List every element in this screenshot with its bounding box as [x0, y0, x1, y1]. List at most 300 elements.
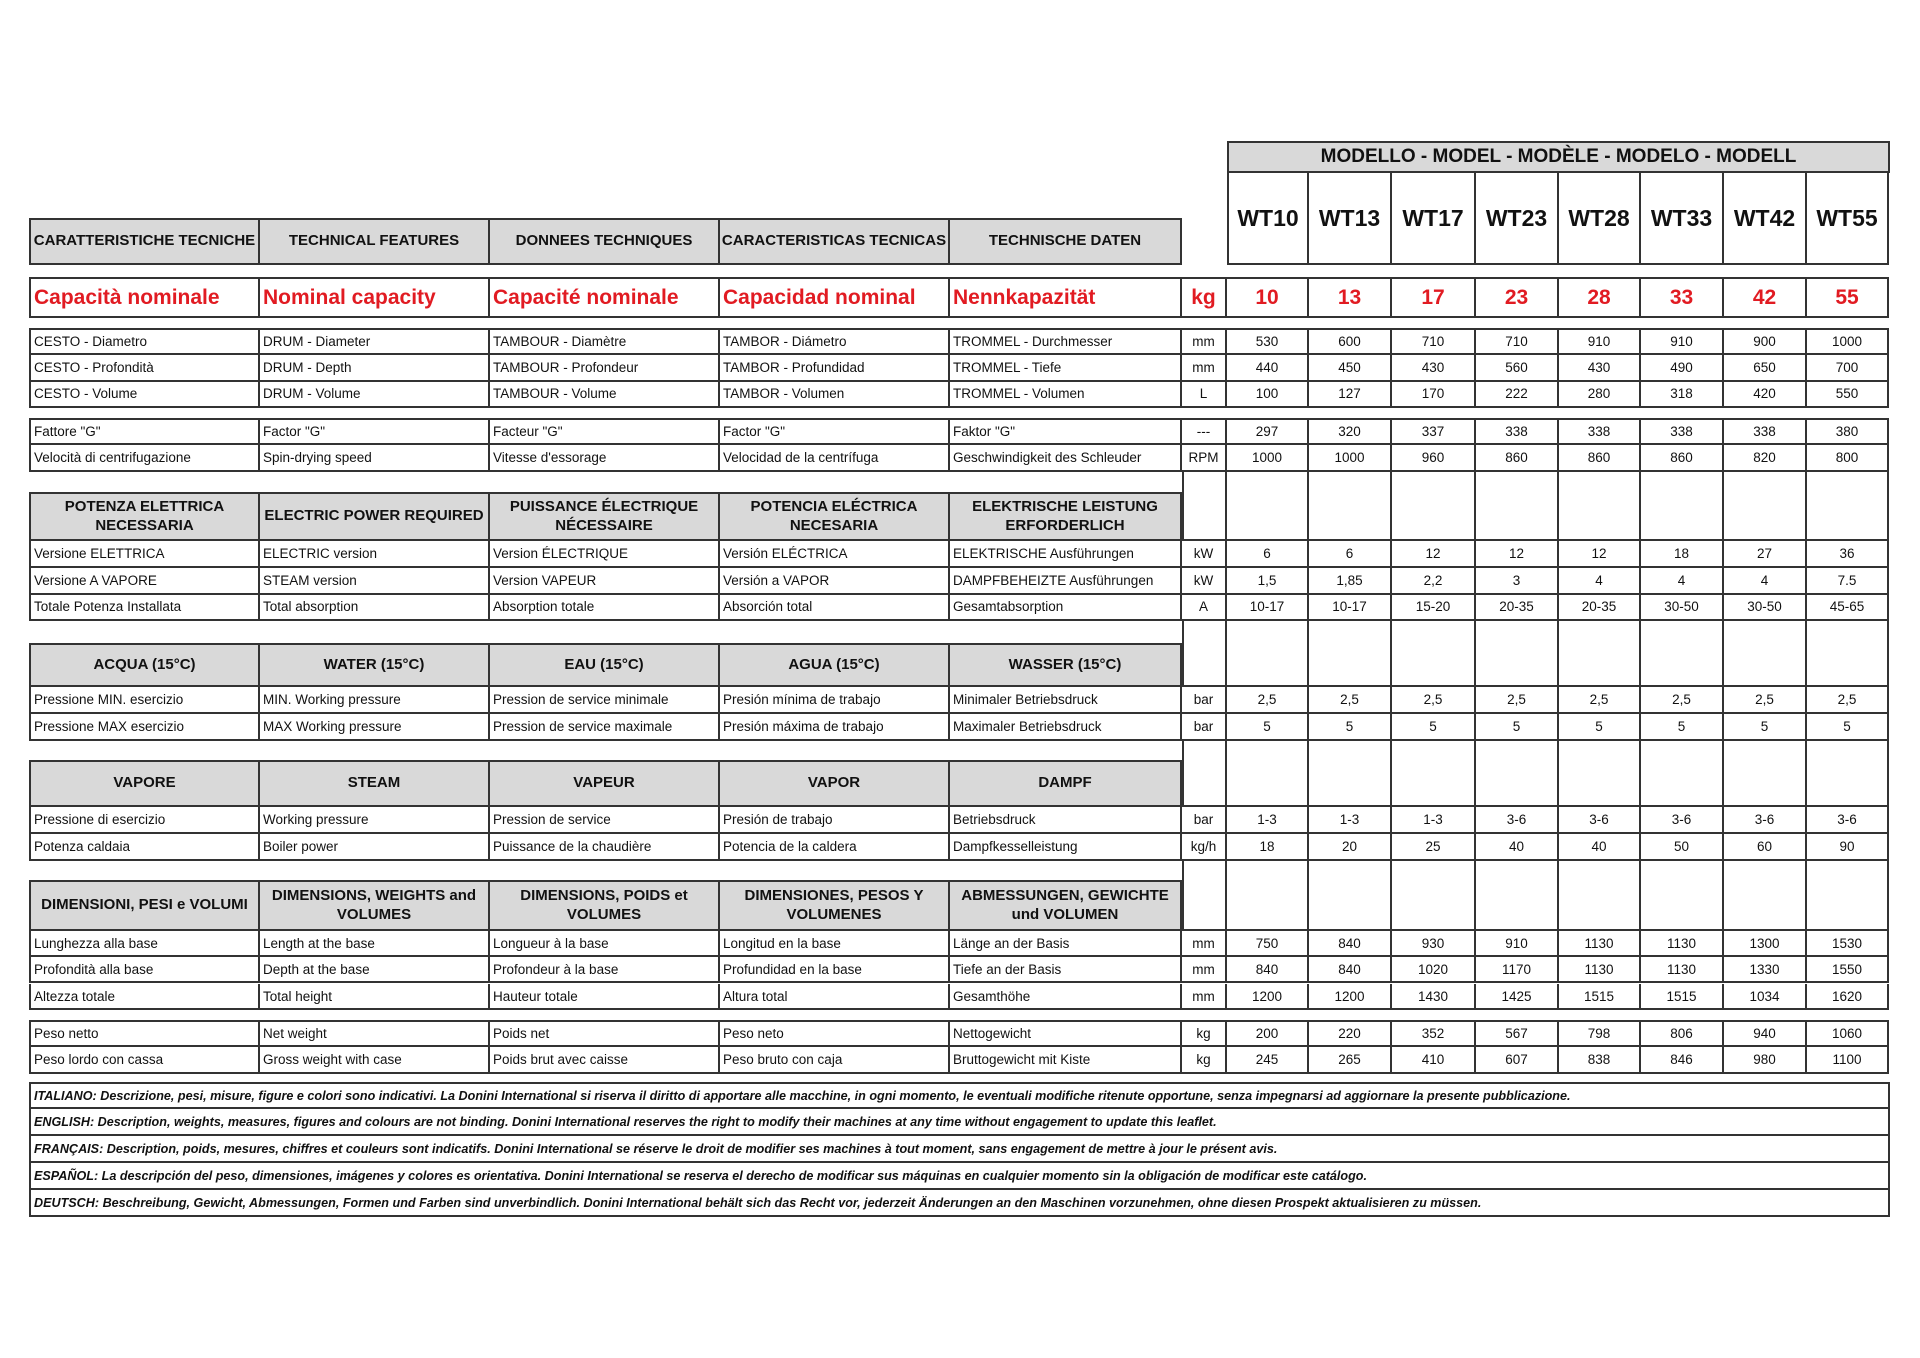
label-cell: DRUM - Volume — [260, 381, 490, 408]
label-cell: Fattore "G" — [29, 418, 260, 445]
disclaimer-line: DEUTSCH: Beschreibung, Gewicht, Abmessungen, Formen und Farben sind unverbindlich. Donini International behält sich das Recht vor, jederzeit Änderungen an den Maschinen vorzunehmen, ohne diesen Prospekt aktualisieren zu müssen. — [29, 1190, 1890, 1217]
value-cell: 1620 — [1807, 984, 1889, 1010]
value-cell: 420 — [1724, 381, 1807, 408]
header-cell: AGUA (15°C) — [720, 643, 950, 687]
label-cell: TROMMEL - Durchmesser — [950, 328, 1182, 355]
label-cell: Versión ELÉCTRICA — [720, 541, 950, 568]
value-cell: 338 — [1476, 418, 1559, 445]
value-cell: 710 — [1392, 328, 1476, 355]
value-cell: 430 — [1559, 355, 1641, 382]
table-row — [29, 687, 1890, 714]
value-cell: 12 — [1392, 541, 1476, 568]
disclaimer-line: FRANÇAIS: Description, poids, mesures, chiffres et couleurs sont indicatifs. Donini International se réserve le droit de modifier ses machines à tout moment, sans engagement de mettre à jour le présent avis. — [29, 1136, 1890, 1163]
value-cell: 20-35 — [1559, 594, 1641, 621]
label-cell: Peso bruto con caja — [720, 1047, 950, 1074]
value-cell: 1170 — [1476, 957, 1559, 983]
value-cell: 1515 — [1559, 984, 1641, 1010]
header-cell: DIMENSIONS, POIDS et VOLUMES — [490, 880, 720, 931]
blank-cell — [1476, 861, 1559, 931]
label-cell: Capacité nominale — [490, 277, 720, 318]
value-cell: 750 — [1227, 931, 1309, 957]
value-cell: 200 — [1227, 1020, 1309, 1047]
value-cell: 10 — [1227, 277, 1309, 318]
blank-cell — [1724, 471, 1807, 541]
value-cell: 840 — [1227, 957, 1309, 983]
unit-cell: kW — [1182, 568, 1227, 595]
value-cell: 338 — [1641, 418, 1724, 445]
header-cell: ELEKTRISCHE LEISTUNG ERFORDERLICH — [950, 492, 1182, 541]
value-cell: 28 — [1559, 277, 1641, 318]
label-cell: Vitesse d'essorage — [490, 445, 720, 472]
value-cell: 1000 — [1309, 445, 1392, 472]
label-cell: Velocità di centrifugazione — [29, 445, 260, 472]
value-cell: 2,5 — [1559, 687, 1641, 714]
table-row — [29, 834, 1890, 861]
value-cell: 13 — [1309, 277, 1392, 318]
value-cell: 567 — [1476, 1020, 1559, 1047]
unit-cell: --- — [1182, 418, 1227, 445]
label-cell: TROMMEL - Volumen — [950, 381, 1182, 408]
value-cell: 50 — [1641, 834, 1724, 861]
model-wt13: WT13 — [1309, 173, 1392, 265]
label-cell: Potencia de la caldera — [720, 834, 950, 861]
value-cell: 90 — [1807, 834, 1889, 861]
label-cell: STEAM version — [260, 568, 490, 595]
blank-cell — [1559, 861, 1641, 931]
value-cell: 560 — [1476, 355, 1559, 382]
label-cell: Version VAPEUR — [490, 568, 720, 595]
label-cell: MAX Working pressure — [260, 714, 490, 741]
label-cell: ELECTRIC version — [260, 541, 490, 568]
value-cell: 3 — [1476, 568, 1559, 595]
blank-cell — [1641, 741, 1724, 807]
value-cell: 4 — [1724, 568, 1807, 595]
value-cell: 650 — [1724, 355, 1807, 382]
blank-cell — [1724, 861, 1807, 931]
label-cell: Presión máxima de trabajo — [720, 714, 950, 741]
value-cell: 1000 — [1227, 445, 1309, 472]
label-cell: DRUM - Diameter — [260, 328, 490, 355]
model-wt17: WT17 — [1392, 173, 1476, 265]
value-cell: 820 — [1724, 445, 1807, 472]
value-cell: 2,5 — [1641, 687, 1724, 714]
model-header: MODELLO - MODEL - MODÈLE - MODELO - MODELL — [1227, 141, 1890, 173]
blank-cell — [1182, 861, 1227, 931]
unit-cell: kg — [1182, 1047, 1227, 1074]
table-row — [29, 541, 1890, 568]
blank-cell — [1807, 471, 1889, 541]
blank-cell — [1641, 471, 1724, 541]
label-cell: Spin-drying speed — [260, 445, 490, 472]
value-cell: 5 — [1807, 714, 1889, 741]
label-cell: Pression de service maximale — [490, 714, 720, 741]
value-cell: 25 — [1392, 834, 1476, 861]
value-cell: 1130 — [1641, 957, 1724, 983]
header-cell: WATER (15°C) — [260, 643, 490, 687]
value-cell: 3-6 — [1476, 807, 1559, 834]
value-cell: 40 — [1476, 834, 1559, 861]
label-cell: Facteur "G" — [490, 418, 720, 445]
value-cell: 100 — [1227, 381, 1309, 408]
model-wt55: WT55 — [1807, 173, 1889, 265]
header-cell: ABMESSUNGEN, GEWICHTE und VOLUMEN — [950, 880, 1182, 931]
value-cell: 3-6 — [1807, 807, 1889, 834]
label-cell: Maximaler Betriebsdruck — [950, 714, 1182, 741]
table-row — [29, 568, 1890, 595]
unit-cell: kg — [1182, 1020, 1227, 1047]
label-cell: Betriebsdruck — [950, 807, 1182, 834]
value-cell: 960 — [1392, 445, 1476, 472]
blank-cell — [1559, 471, 1641, 541]
label-cell: Boiler power — [260, 834, 490, 861]
value-cell: 1530 — [1807, 931, 1889, 957]
value-cell: 380 — [1807, 418, 1889, 445]
value-cell: 450 — [1309, 355, 1392, 382]
label-cell: Poids net — [490, 1020, 720, 1047]
value-cell: 318 — [1641, 381, 1724, 408]
label-cell: Potenza caldaia — [29, 834, 260, 861]
label-cell: Profondeur à la base — [490, 957, 720, 983]
value-cell: 297 — [1227, 418, 1309, 445]
table-row — [29, 1020, 1890, 1047]
disclaimer-line: ITALIANO: Descrizione, pesi, misure, figure e colori sono indicativi. La Donini International si riserva il diritto di apportare alle macchine, in ogni momento, le eventuali modifiche ritenute opportune, senza impegnarsi ad aggiornare la presente pubblicazione. — [29, 1082, 1890, 1109]
label-cell: CESTO - Volume — [29, 381, 260, 408]
value-cell: 30-50 — [1724, 594, 1807, 621]
value-cell: 352 — [1392, 1020, 1476, 1047]
model-wt33: WT33 — [1641, 173, 1724, 265]
value-cell: 600 — [1309, 328, 1392, 355]
value-cell: 530 — [1227, 328, 1309, 355]
label-cell: Net weight — [260, 1020, 490, 1047]
blank-cell — [1807, 861, 1889, 931]
unit-cell: RPM — [1182, 445, 1227, 472]
blank-cell — [1807, 741, 1889, 807]
value-cell: 320 — [1309, 418, 1392, 445]
unit-cell: kW — [1182, 541, 1227, 568]
label-cell: Velocidad de la centrífuga — [720, 445, 950, 472]
table-row — [29, 1047, 1890, 1074]
blank-cell — [1476, 471, 1559, 541]
value-cell: 5 — [1641, 714, 1724, 741]
value-cell: 30-50 — [1641, 594, 1724, 621]
blank-cell — [1227, 861, 1309, 931]
label-cell: Capacità nominale — [29, 277, 260, 318]
value-cell: 45-65 — [1807, 594, 1889, 621]
blank-cell — [1641, 621, 1724, 687]
label-cell: Faktor "G" — [950, 418, 1182, 445]
value-cell: 2,5 — [1724, 687, 1807, 714]
label-cell: Nettogewicht — [950, 1020, 1182, 1047]
blank-cell — [1559, 741, 1641, 807]
label-cell: Geschwindigkeit des Schleuder — [950, 445, 1182, 472]
header-blank-cells — [1182, 621, 1889, 687]
value-cell: 1-3 — [1227, 807, 1309, 834]
label-cell: Versione ELETTRICA — [29, 541, 260, 568]
value-cell: 220 — [1309, 1020, 1392, 1047]
blank-cell — [1559, 621, 1641, 687]
label-cell: Length at the base — [260, 931, 490, 957]
value-cell: 170 — [1392, 381, 1476, 408]
value-cell: 910 — [1641, 328, 1724, 355]
value-cell: 33 — [1641, 277, 1724, 318]
value-cell: 1-3 — [1392, 807, 1476, 834]
blank-cell — [1227, 741, 1309, 807]
value-cell: 338 — [1724, 418, 1807, 445]
value-cell: 1100 — [1807, 1047, 1889, 1074]
value-cell: 6 — [1227, 541, 1309, 568]
unit-cell: bar — [1182, 714, 1227, 741]
label-cell: TROMMEL - Tiefe — [950, 355, 1182, 382]
value-cell: 860 — [1476, 445, 1559, 472]
table-row — [29, 714, 1890, 741]
table-row — [29, 381, 1890, 408]
value-cell: 265 — [1309, 1047, 1392, 1074]
value-cell: 860 — [1641, 445, 1724, 472]
unit-cell: mm — [1182, 984, 1227, 1010]
label-cell: Factor "G" — [260, 418, 490, 445]
value-cell: 1550 — [1807, 957, 1889, 983]
value-cell: 910 — [1559, 328, 1641, 355]
label-cell: TAMBOUR - Diamètre — [490, 328, 720, 355]
value-cell: 280 — [1559, 381, 1641, 408]
value-cell: 5 — [1476, 714, 1559, 741]
label-cell: DAMPFBEHEIZTE Ausführungen — [950, 568, 1182, 595]
label-cell: Versión a VAPOR — [720, 568, 950, 595]
label-cell: TAMBOUR - Profondeur — [490, 355, 720, 382]
header-cell: ELECTRIC POWER REQUIRED — [260, 492, 490, 541]
value-cell: 3-6 — [1641, 807, 1724, 834]
header-cell: DAMPF — [950, 760, 1182, 807]
unit-cell: kg — [1182, 277, 1227, 318]
table-row — [29, 445, 1890, 472]
blank-cell — [1309, 741, 1392, 807]
unit-cell: mm — [1182, 957, 1227, 983]
label-cell: TAMBOUR - Volume — [490, 381, 720, 408]
header-cell: EAU (15°C) — [490, 643, 720, 687]
blank-cell — [1807, 621, 1889, 687]
value-cell: 20 — [1309, 834, 1392, 861]
header-blank-cells — [1182, 861, 1889, 931]
blank-cell — [1392, 471, 1476, 541]
blank-cell — [1476, 621, 1559, 687]
blank-cell — [1227, 621, 1309, 687]
value-cell: 3-6 — [1559, 807, 1641, 834]
header-cell: PUISSANCE ÉLECTRIQUE NÉCESSAIRE — [490, 492, 720, 541]
header-cell: ACQUA (15°C) — [29, 643, 260, 687]
value-cell: 2,5 — [1392, 687, 1476, 714]
value-cell: 860 — [1559, 445, 1641, 472]
table-row — [29, 355, 1890, 382]
blank-cell — [1724, 741, 1807, 807]
value-cell: 5 — [1392, 714, 1476, 741]
disclaimer-line: ENGLISH: Description, weights, measures, figures and colours are not binding. Donini International reserves the right to modify their machines at any time without engagement to update this leaflet. — [29, 1109, 1890, 1136]
unit-cell: mm — [1182, 328, 1227, 355]
header-blank-cells — [1182, 471, 1889, 541]
value-cell: 2,2 — [1392, 568, 1476, 595]
value-cell: 5 — [1724, 714, 1807, 741]
unit-cell: L — [1182, 381, 1227, 408]
blank-cell — [1641, 861, 1724, 931]
value-cell: 490 — [1641, 355, 1724, 382]
header-cell: VAPOR — [720, 760, 950, 807]
label-cell: Working pressure — [260, 807, 490, 834]
blank-cell — [1182, 621, 1227, 687]
table-row — [29, 594, 1890, 621]
label-cell: Gesamtabsorption — [950, 594, 1182, 621]
value-cell: 1000 — [1807, 328, 1889, 355]
value-cell: 940 — [1724, 1020, 1807, 1047]
label-cell: Poids brut avec caisse — [490, 1047, 720, 1074]
value-cell: 1200 — [1227, 984, 1309, 1010]
value-cell: 806 — [1641, 1020, 1724, 1047]
value-cell: 337 — [1392, 418, 1476, 445]
label-cell: Nominal capacity — [260, 277, 490, 318]
label-cell: TAMBOR - Volumen — [720, 381, 950, 408]
blank-cell — [1309, 471, 1392, 541]
blank-cell — [1476, 741, 1559, 807]
header-cell: TECHNISCHE DATEN — [950, 218, 1182, 265]
unit-cell: bar — [1182, 807, 1227, 834]
table-row — [29, 328, 1890, 355]
label-cell: Pressione MAX esercizio — [29, 714, 260, 741]
header-cell: WASSER (15°C) — [950, 643, 1182, 687]
label-cell: CESTO - Profondità — [29, 355, 260, 382]
blank-cell — [1724, 621, 1807, 687]
value-cell: 2,5 — [1309, 687, 1392, 714]
table-row — [29, 957, 1890, 983]
label-cell: Gross weight with case — [260, 1047, 490, 1074]
label-cell: Altezza totale — [29, 984, 260, 1010]
value-cell: 700 — [1807, 355, 1889, 382]
value-cell: 3-6 — [1724, 807, 1807, 834]
value-cell: 1130 — [1559, 931, 1641, 957]
value-cell: 1060 — [1807, 1020, 1889, 1047]
label-cell: MIN. Working pressure — [260, 687, 490, 714]
header-cell: DIMENSIONI, PESI e VOLUMI — [29, 880, 260, 931]
table-row — [29, 807, 1890, 834]
label-cell: Bruttogewicht mit Kiste — [950, 1047, 1182, 1074]
value-cell: 338 — [1559, 418, 1641, 445]
value-cell: 60 — [1724, 834, 1807, 861]
header-cell: DIMENSIONS, WEIGHTS and VOLUMES — [260, 880, 490, 931]
value-cell: 800 — [1807, 445, 1889, 472]
table-row — [29, 277, 1890, 318]
label-cell: Nennkapazität — [950, 277, 1182, 318]
value-cell: 5 — [1227, 714, 1309, 741]
label-cell: Presión mínima de trabajo — [720, 687, 950, 714]
value-cell: 222 — [1476, 381, 1559, 408]
value-cell: 980 — [1724, 1047, 1807, 1074]
label-cell: Peso neto — [720, 1020, 950, 1047]
value-cell: 40 — [1559, 834, 1641, 861]
value-cell: 1020 — [1392, 957, 1476, 983]
label-cell: Puissance de la chaudière — [490, 834, 720, 861]
blank-cell — [1182, 471, 1227, 541]
value-cell: 10-17 — [1227, 594, 1309, 621]
value-cell: 55 — [1807, 277, 1889, 318]
label-cell: ELEKTRISCHE Ausführungen — [950, 541, 1182, 568]
value-cell: 15-20 — [1392, 594, 1476, 621]
value-cell: 18 — [1227, 834, 1309, 861]
table-row — [29, 931, 1890, 957]
value-cell: 20-35 — [1476, 594, 1559, 621]
header-cell: DIMENSIONES, PESOS Y VOLUMENES — [720, 880, 950, 931]
value-cell: 2,5 — [1227, 687, 1309, 714]
value-cell: 12 — [1559, 541, 1641, 568]
features-header-row — [29, 218, 1890, 265]
header-cell: POTENCIA ELÉCTRICA NECESARIA — [720, 492, 950, 541]
value-cell: 7.5 — [1807, 568, 1889, 595]
value-cell: 910 — [1476, 931, 1559, 957]
value-cell: 1430 — [1392, 984, 1476, 1010]
value-cell: 440 — [1227, 355, 1309, 382]
value-cell: 127 — [1309, 381, 1392, 408]
value-cell: 846 — [1641, 1047, 1724, 1074]
unit-cell: mm — [1182, 931, 1227, 957]
value-cell: 36 — [1807, 541, 1889, 568]
value-cell: 27 — [1724, 541, 1807, 568]
label-cell: TAMBOR - Diámetro — [720, 328, 950, 355]
value-cell: 245 — [1227, 1047, 1309, 1074]
header-cell: CARATTERISTICHE TECNICHE — [29, 218, 260, 265]
label-cell: DRUM - Depth — [260, 355, 490, 382]
label-cell: Pressione di esercizio — [29, 807, 260, 834]
value-cell: 1515 — [1641, 984, 1724, 1010]
value-cell: 1,5 — [1227, 568, 1309, 595]
label-cell: Absorción total — [720, 594, 950, 621]
value-cell: 17 — [1392, 277, 1476, 318]
value-cell: 1,85 — [1309, 568, 1392, 595]
label-cell: Longueur à la base — [490, 931, 720, 957]
value-cell: 1130 — [1559, 957, 1641, 983]
label-cell: Total absorption — [260, 594, 490, 621]
value-cell: 1130 — [1641, 931, 1724, 957]
value-cell: 12 — [1476, 541, 1559, 568]
table-row — [29, 984, 1890, 1010]
label-cell: Factor "G" — [720, 418, 950, 445]
unit-cell: mm — [1182, 355, 1227, 382]
value-cell: 1425 — [1476, 984, 1559, 1010]
label-cell: Depth at the base — [260, 957, 490, 983]
label-cell: Versione A VAPORE — [29, 568, 260, 595]
label-cell: CESTO - Diametro — [29, 328, 260, 355]
label-cell: Peso netto — [29, 1020, 260, 1047]
blank-cell — [1392, 741, 1476, 807]
label-cell: Profundidad en la base — [720, 957, 950, 983]
value-cell: 2,5 — [1476, 687, 1559, 714]
label-cell: Dampfkesselleistung — [950, 834, 1182, 861]
value-cell: 5 — [1559, 714, 1641, 741]
value-cell: 6 — [1309, 541, 1392, 568]
value-cell: 18 — [1641, 541, 1724, 568]
header-cell: CARACTERISTICAS TECNICAS — [720, 218, 950, 265]
label-cell: Tiefe an der Basis — [950, 957, 1182, 983]
label-cell: TAMBOR - Profundidad — [720, 355, 950, 382]
label-cell: Pression de service — [490, 807, 720, 834]
label-cell: Totale Potenza Installata — [29, 594, 260, 621]
label-cell: Pression de service minimale — [490, 687, 720, 714]
unit-cell: kg/h — [1182, 834, 1227, 861]
blank-cell — [1309, 621, 1392, 687]
blank-cell — [1392, 861, 1476, 931]
label-cell: Absorption totale — [490, 594, 720, 621]
blank-cell — [1392, 621, 1476, 687]
header-cell: VAPEUR — [490, 760, 720, 807]
label-cell: Pressione MIN. esercizio — [29, 687, 260, 714]
header-cell: DONNEES TECHNIQUES — [490, 218, 720, 265]
label-cell: Peso lordo con cassa — [29, 1047, 260, 1074]
value-cell: 4 — [1641, 568, 1724, 595]
